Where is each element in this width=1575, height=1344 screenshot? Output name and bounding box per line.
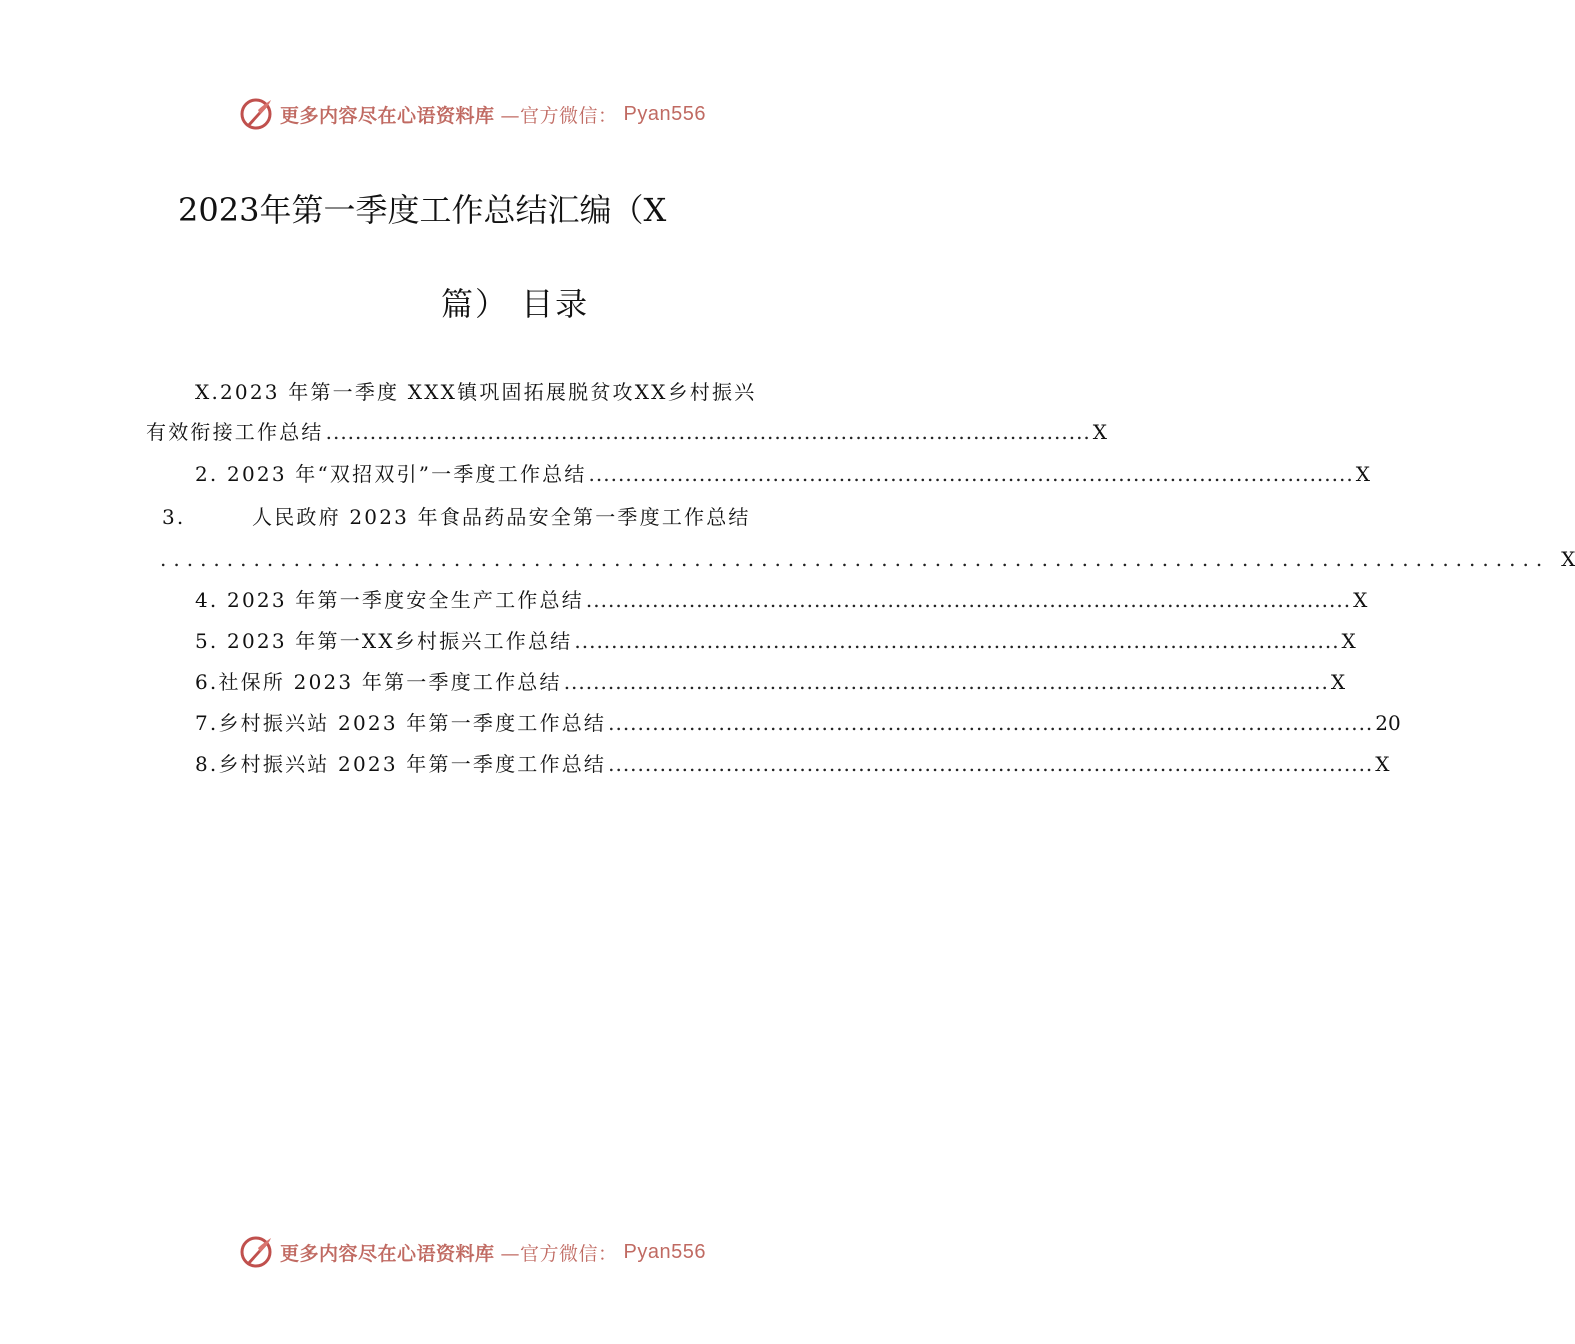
toc-entry-4[interactable] [195,584,1368,616]
toc-entry-3-heading [162,501,808,533]
toc-entry-text: 7.乡村振兴站 2023 年第一季度工作总结 [195,711,607,735]
watermark-text-label: —官方微信： [500,104,618,127]
toc-leader-dots: ........................................................................................................ [585,588,1352,612]
watermark-text-main: 更多内容尽在心语资料库 [280,1242,495,1265]
toc-page-number: X [1375,752,1390,776]
toc-entry-5[interactable] [195,625,1356,657]
watermark-wechat-id: Pyan556 [623,1240,706,1263]
watermark-header [238,96,706,132]
toc-page-number: X [1353,588,1368,612]
toc-page-number: X [1330,670,1346,694]
toc-entry-text: 2. 2023 年“双招双引”一季度工作总结 [195,462,587,486]
document-title-continued: 篇） 目录 [441,285,590,323]
toc-entry-3[interactable] [158,543,1575,575]
toc-entry-text: 5. 2023 年第一XX乡村振兴工作总结 [195,629,573,653]
toc-entry-8[interactable] [195,748,1390,780]
toc-page-number: X [1355,462,1370,486]
toc-entry-text: 有效衔接工作总结 [146,420,324,444]
toc-leader-dots: ........................................................................................................ [160,547,1550,571]
toc-entry-2[interactable] [195,458,1370,490]
watermark-footer [238,1234,706,1270]
toc-entry-text: 4. 2023 年第一季度安全生产工作总结 [195,588,584,612]
toc-leader-dots: ........................................................................................................ [563,670,1329,694]
toc-page-number: X [1092,420,1108,444]
quill-logo-icon [238,96,274,132]
toc-leader-dots: ........................................................................................................ [588,462,1354,486]
toc-leader-dots: ........................................................................................................ [574,629,1340,653]
toc-leader-dots: ........................................................................................................ [608,752,1374,776]
toc-entry-number: 3. [162,505,186,529]
toc-page-number: X [1561,547,1575,571]
toc-entry-text: 6.社保所 2023 年第一季度工作总结 [195,670,562,694]
toc-leader-dots: ........................................................................................................ [325,420,1091,444]
toc-page-number: 20 [1375,711,1401,735]
watermark-text-label: —官方微信： [500,1242,618,1265]
quill-logo-icon [238,1234,274,1270]
toc-entry-6[interactable] [195,666,1346,698]
watermark-wechat-id: Pyan556 [623,102,706,125]
toc-entry-text: 8.乡村振兴站 2023 年第一季度工作总结 [195,752,607,776]
toc-entry-1-heading [195,376,805,408]
watermark-text-main: 更多内容尽在心语资料库 [280,104,495,127]
toc-entry-text: X.2023 年第一季度 XXX镇巩固拓展脱贫攻XX乡村振兴 [195,380,757,404]
toc-entry-7[interactable] [195,707,1401,739]
toc-entry-1[interactable] [146,416,1108,448]
toc-page-number: X [1341,629,1356,653]
document-title: 2023年第一季度工作总结汇编（X [178,191,667,229]
toc-leader-dots: ........................................................................................................ [608,711,1374,735]
toc-entry-text: 人民政府 2023 年食品药品安全第一季度工作总结 [252,505,751,529]
